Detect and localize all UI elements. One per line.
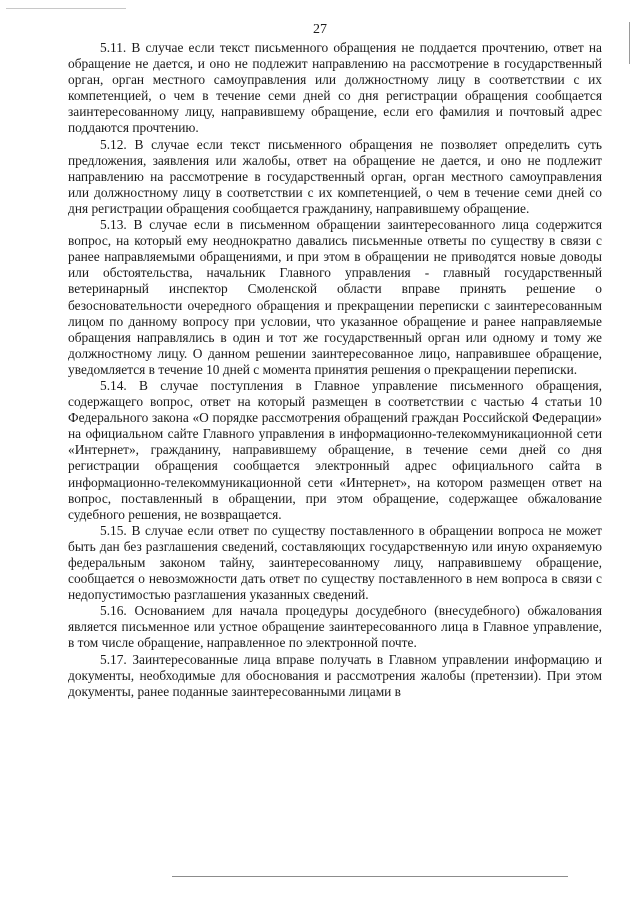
paragraph-5-11: 5.11. В случае если текст письменного обращения не поддается прочтению, ответ на обращение не дается, и оно не подлежит направлению на рассмотрение в государственный орган, орган местного самоуправления или должностному лицу в соответствии с их компетенцией, о чем в течение семи дней со дня регистрации обращения сообщается заинтересованному лицу, направившему обращение, если его фамилия и почтовый адрес поддаются прочтению. — [68, 40, 602, 136]
scan-line-bottom — [172, 876, 568, 877]
document-body — [68, 40, 602, 700]
paragraph-5-12: 5.12. В случае если текст письменного обращения не позволяет определить суть предложения, заявления или жалобы, ответ на обращение не дается, и оно не подлежит направлению на рассмотрение в государственный орган, орган местного самоуправления или должностному лицу в соответствии с их компетенцией, о чем в течение семи дней со дня регистрации обращения сообщается гражданину, направившему обращение. — [68, 136, 602, 216]
paragraph-5-16: 5.16. Основанием для начала процедуры досудебного (внесудебного) обжалования является письменное или устное обращение заинтересованного лица в Главное управление, в том числе обращение, направленное по электронной почте. — [68, 603, 602, 651]
page-number: 27 — [313, 22, 327, 37]
paragraph-5-13: 5.13. В случае если в письменном обращении заинтересованного лица содержится вопрос, на который ему неоднократно давались письменные ответы по существу в связи с ранее направляемыми обращениями, и при этом в обращении не приводятся новые доводы или обстоятельства, начальник Главного управления - главный государственный ветеринарный инспектор Смоленской области вправе принять решение о безосновательности очередного обращения и прекращении переписки с заинтересованным лицом по данному вопросу при условии, что указанное обращение и ранее направляемые обращения направлялись в один и тот же государственный орган или одному и тому же должностному лицу. О данном решении заинтересованное лицо, направившее обращение, уведомляется в течение 10 дней с момента принятия решения о прекращении переписки. — [68, 217, 602, 377]
scan-line-top — [6, 8, 126, 9]
paragraph-5-14: 5.14. В случае поступления в Главное управление письменного обращения, содержащего вопрос, ответ на который размещен в соответствии с частью 4 статьи 10 Федерального закона «О порядке рассмотрения обращений граждан Российской Федерации» на официальном сайте Главного управления в информационно-телекоммуникационной сети «Интернет», гражданину, направившему обращение, в течение семи дней со дня регистрации обращения сообщается электронный адрес официального сайта в информационно-телекоммуникационной сети «Интернет», на котором размещен ответ на вопрос, поставленный в обращении, при этом обращение, содержащее обжалование судебного решения, не возвращается. — [68, 377, 602, 522]
paragraph-5-17: 5.17. Заинтересованные лица вправе получать в Главном управлении информацию и документы, необходимые для обоснования и рассмотрения жалобы (претензии). При этом документы, ранее поданные заинтересованными лицами в — [68, 651, 602, 699]
paragraph-5-15: 5.15. В случае если ответ по существу поставленного в обращении вопроса не может быть дан без разглашения сведений, составляющих государственную или иную охраняемую федеральным законом тайну, заинтересованному лицу, направившему обращение, сообщается о невозможности дать ответ по существу поставленного в нем вопроса в связи с недопустимостью разглашения указанных сведений. — [68, 522, 602, 603]
